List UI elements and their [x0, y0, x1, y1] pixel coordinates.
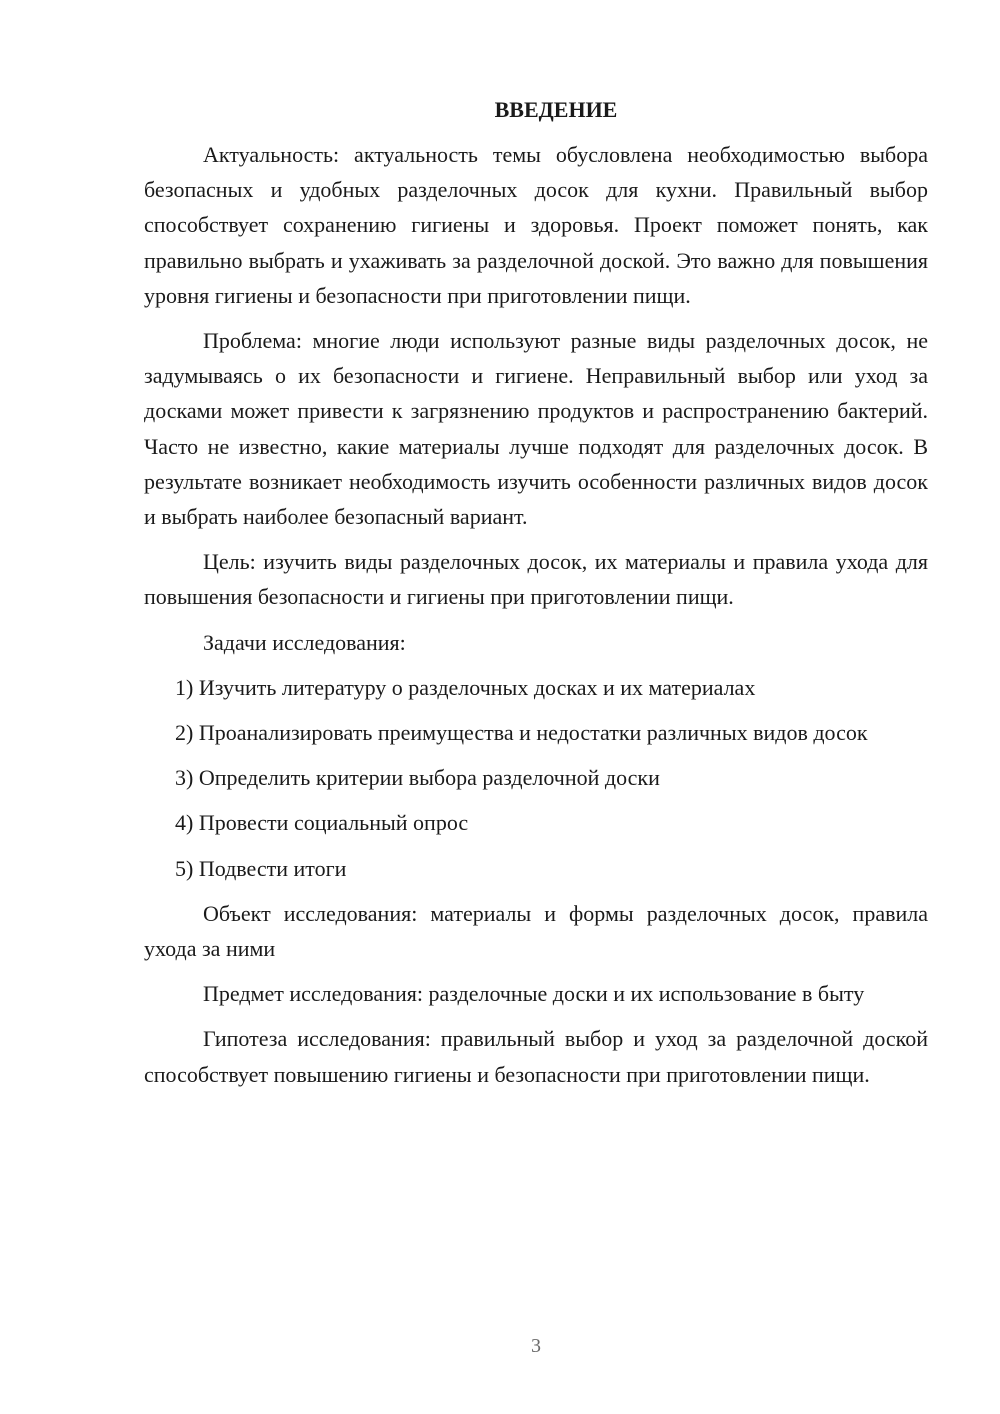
- paragraph-relevance: Актуальность: актуальность темы обусловлена необходимостью выбора безопасных и удобных разделочных досок для кухни. Правильный выбор способствует сохранению гигиены и здоровья. Проект поможет понять, как правильно выбрать и ухаживать за разделочной доской. Это важно для повышения уровня гигиены и безопасности при приготовлении пищи.: [144, 142, 928, 308]
- paragraph-goal: Цель: изучить виды разделочных досок, их материалы и правила ухода для повышения безопасности и гигиены при приготовлении пищи.: [144, 549, 928, 610]
- paragraph-subject: Предмет исследования: разделочные доски и их использование в быту: [203, 981, 865, 1007]
- paragraph-problem: Проблема: многие люди используют разные виды разделочных досок, не задумываясь о их безопасности и гигиене. Неправильный выбор или уход за досками может привести к загрязнению продуктов и распространению бактерий. Часто не известно, какие материалы лучше подходят для разделочных досок. В результате возникает необходимость изучить особенности различных видов досок и выбрать наиболее безопасный вариант.: [144, 328, 928, 530]
- page-content: [144, 92, 928, 1092]
- list-item: 3) Определить критерии выбора разделочной доски: [175, 765, 660, 791]
- tasks-list: [144, 670, 928, 886]
- paragraph-hypothesis: Гипотеза исследования: правильный выбор и уход за разделочной доской способствует повышению гигиены и безопасности при приготовлении пищи.: [144, 1026, 928, 1087]
- page-title: ВВЕДЕНИЕ: [494, 97, 618, 122]
- list-item: 5) Подвести итоги: [175, 855, 347, 881]
- list-item: 2) Проанализировать преимущества и недостатки различных видов досок: [175, 720, 868, 746]
- list-item: 1) Изучить литературу о разделочных досках и их материалах: [175, 674, 756, 700]
- list-item: 4) Провести социальный опрос: [175, 810, 469, 836]
- page-number: 3: [531, 1335, 541, 1357]
- tasks-heading: Задачи исследования:: [203, 629, 406, 655]
- paragraph-object: Объект исследования: материалы и формы разделочных досок, правила ухода за ними: [144, 900, 928, 962]
